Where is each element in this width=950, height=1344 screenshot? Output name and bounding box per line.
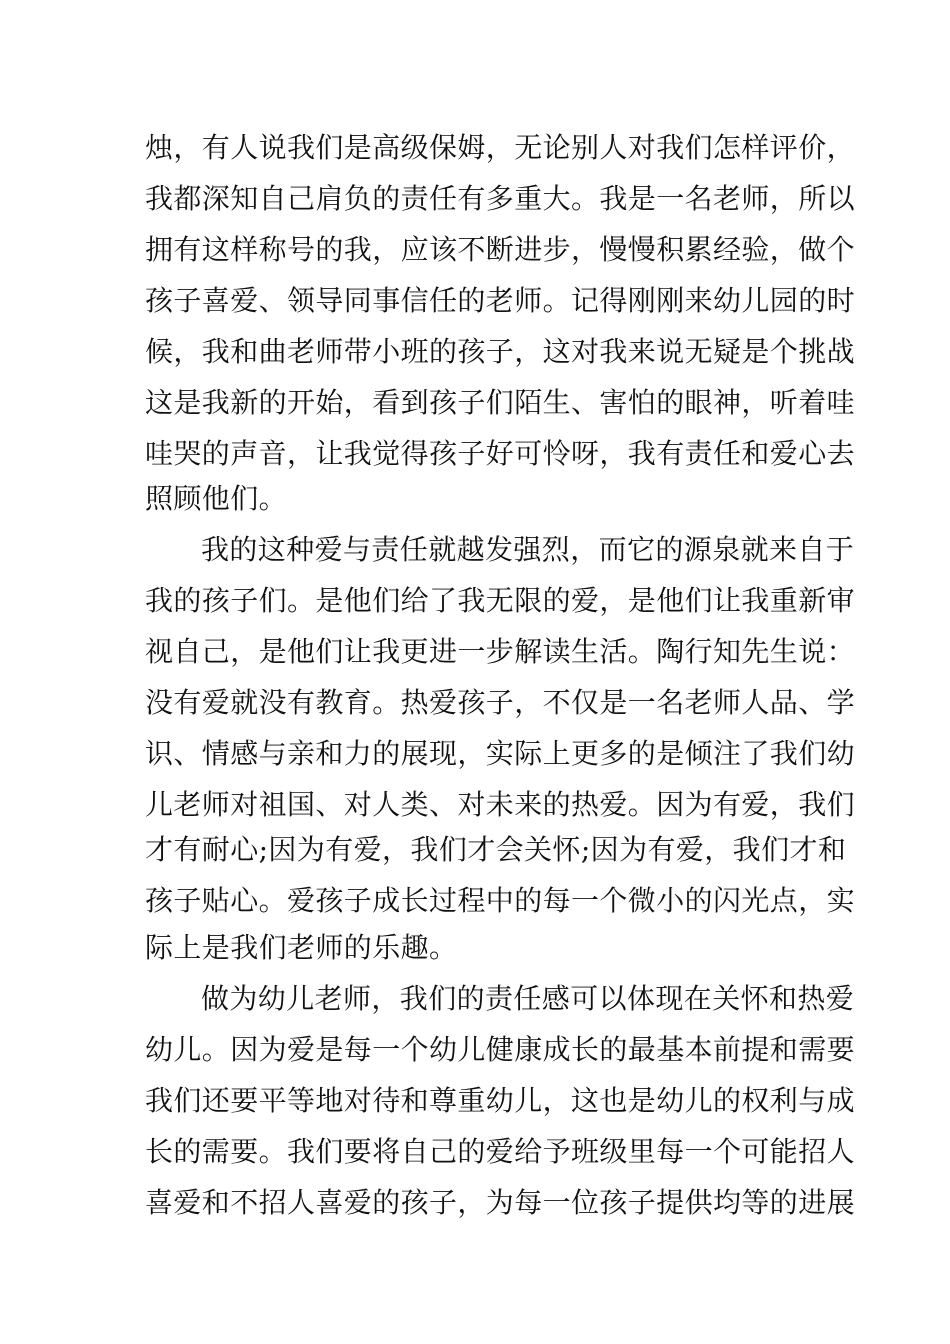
- text-line-15: 才有耐心;因为有爱，我们才会关怀;因为有爱，我们才和: [145, 833, 847, 866]
- text-line-14: 儿老师对祖国、对人类、对未来的热爱。因为有爱，我们: [145, 788, 856, 821]
- text-line-21: 长的需要。我们要将自己的爱给予班级里每一个可能招人: [145, 1135, 856, 1168]
- text-line-22: 喜爱和不招人喜爱的孩子，为每一位孩子提供均等的进展: [145, 1186, 856, 1219]
- text-line-20: 我们还要平等地对待和尊重幼儿，这也是幼儿的权利与成: [145, 1084, 856, 1117]
- text-line-4: 孩子喜爱、领导同事信任的老师。记得刚刚来幼儿园的时: [145, 284, 856, 317]
- text-line-3: 拥有这样称号的我，应该不断进步，慢慢积累经验，做个: [145, 233, 856, 266]
- paragraph-2-first-line: 我的这种爱与责任就越发强烈，而它的源泉就来自于: [201, 533, 855, 566]
- text-line-6: 这是我新的开始，看到孩子们陌生、害怕的眼神，听着哇: [145, 386, 856, 419]
- text-line-2: 我都深知自己肩负的责任有多重大。我是一名老师，所以: [145, 182, 856, 215]
- text-line-11: 视自己，是他们让我更进一步解读生活。陶行知先生说：: [145, 635, 856, 668]
- text-line-12: 没有爱就没有教育。热爱孩子，不仅是一名老师人品、学: [145, 686, 856, 719]
- text-line-17: 际上是我们老师的乐趣。: [145, 931, 458, 964]
- text-line-1: 烛，有人说我们是高级保姆，无论别人对我们怎样评价，: [145, 131, 856, 164]
- text-line-16: 孩子贴心。爱孩子成长过程中的每一个微小的闪光点，实: [145, 884, 856, 917]
- text-line-19: 幼儿。因为爱是每一个幼儿健康成长的最基本前提和需要: [145, 1033, 856, 1066]
- paragraph-3-first-line: 做为幼儿老师，我们的责任感可以体现在关怀和热爱: [201, 982, 855, 1015]
- text-line-13: 识、情感与亲和力的展现，实际上更多的是倾注了我们幼: [145, 737, 856, 770]
- text-line-10: 我的孩子们。是他们给了我无限的爱，是他们让我重新审: [145, 584, 856, 617]
- text-line-5: 候，我和曲老师带小班的孩子，这对我来说无疑是个挑战: [145, 335, 856, 368]
- text-line-7: 哇哭的声音，让我觉得孩子好可怜呀，我有责任和爱心去: [145, 437, 856, 470]
- text-line-8: 照顾他们。: [145, 482, 288, 515]
